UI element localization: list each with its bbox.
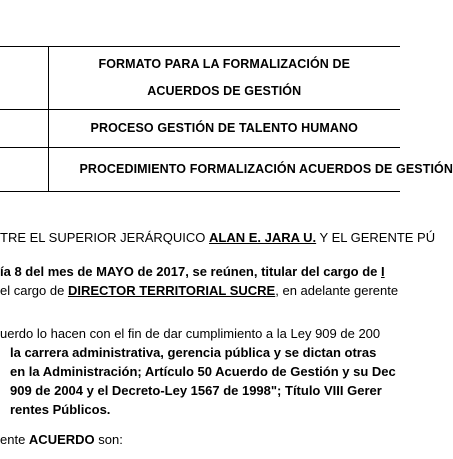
form-title-line2: ACUERDOS DE GESTIÓN: [147, 83, 302, 98]
role-line: el cargo de DIRECTOR TERRITORIAL SUCRE, en adelante gerente: [0, 283, 399, 298]
legal-para-line4: 909 de 2004 y el Decreto-Ley 1567 de 1998"; Título VIII Gerer: [10, 383, 382, 398]
header-top-gap: [0, 0, 400, 46]
header-row-process: [0, 109, 400, 147]
document-header-table: [0, 0, 453, 192]
process-cell: [48, 109, 400, 147]
superior-name: ALAN E. JARA U.: [209, 230, 317, 245]
date-line: ía 8 del mes de MAYO de 2017, se reúnen, titular del cargo de I: [0, 264, 385, 279]
header-row-title: [0, 46, 400, 109]
form-title-line1: FORMATO PARA LA FORMALIZACIÓN DE: [98, 57, 351, 72]
logo-cell: [0, 46, 48, 109]
procedure-name: PROCEDIMIENTO FORMALIZACIÓN ACUERDOS DE GESTIÓN: [79, 162, 453, 177]
procedure-cell: [48, 147, 453, 191]
agreement-intro-line: ente ACUERDO son:: [0, 432, 123, 447]
legal-para-line5: rentes Públicos.: [10, 402, 111, 417]
header-row-procedure: [0, 147, 400, 191]
process-name: PROCESO GESTIÓN DE TALENTO HUMANO: [90, 121, 358, 136]
parties-line: TRE EL SUPERIOR JERÁRQUICO ALAN E. JARA U. Y EL GERENTE PÚ: [0, 230, 436, 245]
legal-para-line1: uerdo lo hacen con el fin de dar cumplimiento a la Ley 909 de 200: [0, 326, 381, 341]
legal-para-line3: en la Administración; Artículo 50 Acuerdo de Gestión y su Dec: [10, 364, 396, 379]
legal-para-line2: la carrera administrativa, gerencia pública y se dictan otras: [10, 345, 377, 360]
title-cell: [48, 46, 400, 109]
manager-role: DIRECTOR TERRITORIAL SUCRE: [67, 283, 276, 298]
meeting-date: ía 8 del mes de MAYO de 2017: [0, 264, 186, 279]
